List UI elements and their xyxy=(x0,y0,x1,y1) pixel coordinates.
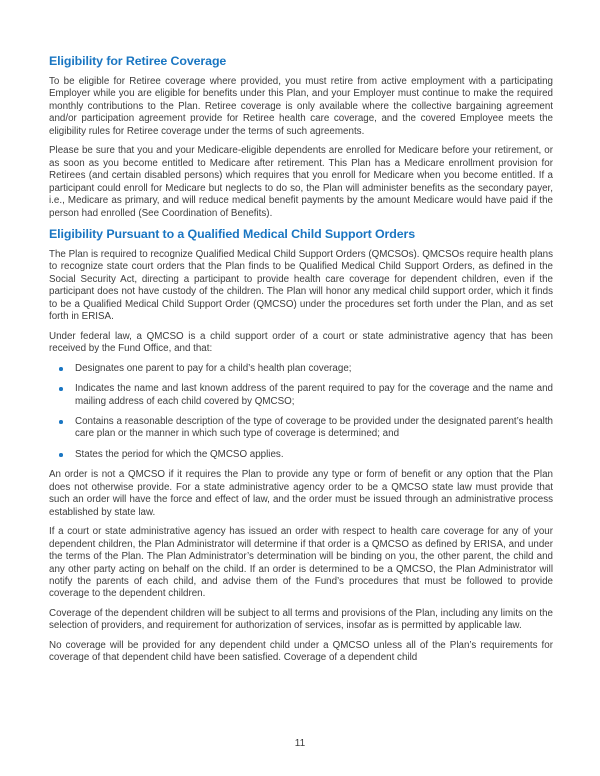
page-number: 11 xyxy=(294,738,306,749)
list-item-text: States the period for which the QMCSO applies. xyxy=(75,448,284,460)
qmcso-paragraph-no-coverage: No coverage will be provided for any dependent child under a QMCSO unless all of the Plan’s requirements for coverage of that dependent child have been satisfied. Coverage of a dependent child xyxy=(49,639,553,664)
qmcso-paragraph-administrator: If a court or state administrative agency has issued an order with respect to health care coverage for any of your dependent children, the Plan Administrator will determine if that order is a QMCSO as defined by ERISA, and under the terms of the Plan. The Plan Administrator’s determination will be binding on you, the other parent, the child and any other party acting on behalf on the child. If an order is determined to be a QMCSO, the Plan Administrator will notify the parents of each child, and advise them of the Fund’s procedures that must be followed to provide coverage to the dependent children. xyxy=(49,526,553,600)
list-item-text: Indicates the name and last known address of the parent required to pay for the coverage and the name and mailing address of each child covered by QMCSO; xyxy=(75,383,553,407)
retiree-paragraph-2: Please be sure that you and your Medicare-eligible dependents are enrolled for Medicare before your retirement, or as soon as you become entitled to Medicare after retirement. This Plan has a Medicare enrollment provision for Retirees (and certain disabled persons) which requires that you enroll for Medicare when you become entitled. If a participant could enroll for Medicare but neglects to do so, the Plan will administer benefits as the secondary payer, i.e., Medicare as primary, and will reduce medical benefit payments by the amount Medicare would have paid if the person had enrolled (See Coordination of Benefits). xyxy=(49,145,553,219)
heading-qmcso: Eligibility Pursuant to a Qualified Medical Child Support Orders xyxy=(49,226,416,241)
list-item-text: Contains a reasonable description of the type of coverage to be provided under the designated parent’s health care plan or the manner in which such type of coverage is determined; and xyxy=(75,415,553,440)
bullet-icon xyxy=(59,387,63,391)
bullet-icon xyxy=(59,367,63,371)
qmcso-paragraph-2: Under federal law, a QMCSO is a child support order of a court or state administrative agency that has been received by the Fund Office, and that: xyxy=(49,330,553,355)
list-item-indicates-name xyxy=(49,383,553,408)
list-item-text: Designates one parent to pay for a child’s health plan coverage; xyxy=(75,362,352,374)
qmcso-paragraph-coverage-terms: Coverage of the dependent children will be subject to all terms and provisions of the Plan, including any limits on the selection of providers, and requirement for authorization of services, insofar as is permitted by applicable law. xyxy=(49,607,553,632)
list-item-contains-description xyxy=(49,416,553,441)
bullet-icon xyxy=(59,453,63,457)
qmcso-paragraph-1: The Plan is required to recognize Qualified Medical Child Support Orders (QMCSOs). QMCSOs require health plans to recognize state court orders that the Plan finds to be Qualified Medical Child Support Orders, as defined in the Social Security Act, directing a participant to provide health care coverage for dependent children, even if the participant does not have custody of the children. The Plan will honor any medical child support order, which it finds to be a Qualified Medical Child Support Order (QMCSO) under the procedures set forth under the Plan, and as set forth in ERISA. xyxy=(49,248,553,323)
qmcso-criteria-list xyxy=(49,363,553,462)
retiree-paragraph-1: To be eligible for Retiree coverage where provided, you must retire from active employment with a participating Employer while you are eligible for benefits under this Plan, and your Employer must continue to make the required monthly contributions to the Plan. Retiree coverage is only available where the collective bargaining agreement and/or participation agreement provide for Retiree health care coverage, and the covered Employee meets the eligibility rules for Retiree coverage under the terms of such agreements. xyxy=(49,76,553,137)
bullet-icon xyxy=(59,420,63,424)
list-item-designates-parent xyxy=(49,363,553,375)
qmcso-paragraph-order-not: An order is not a QMCSO if it requires the Plan to provide any type or form of benefit or any option that the Plan does not otherwise provide. For a state administrative agency order to be a QMCSO state law must provide that such an order will have the force and effect of law, and the order must be issued through an administrative process established by state law. xyxy=(49,469,553,518)
list-item-states-period xyxy=(49,449,553,461)
heading-retiree-coverage: Eligibility for Retiree Coverage xyxy=(49,54,227,68)
